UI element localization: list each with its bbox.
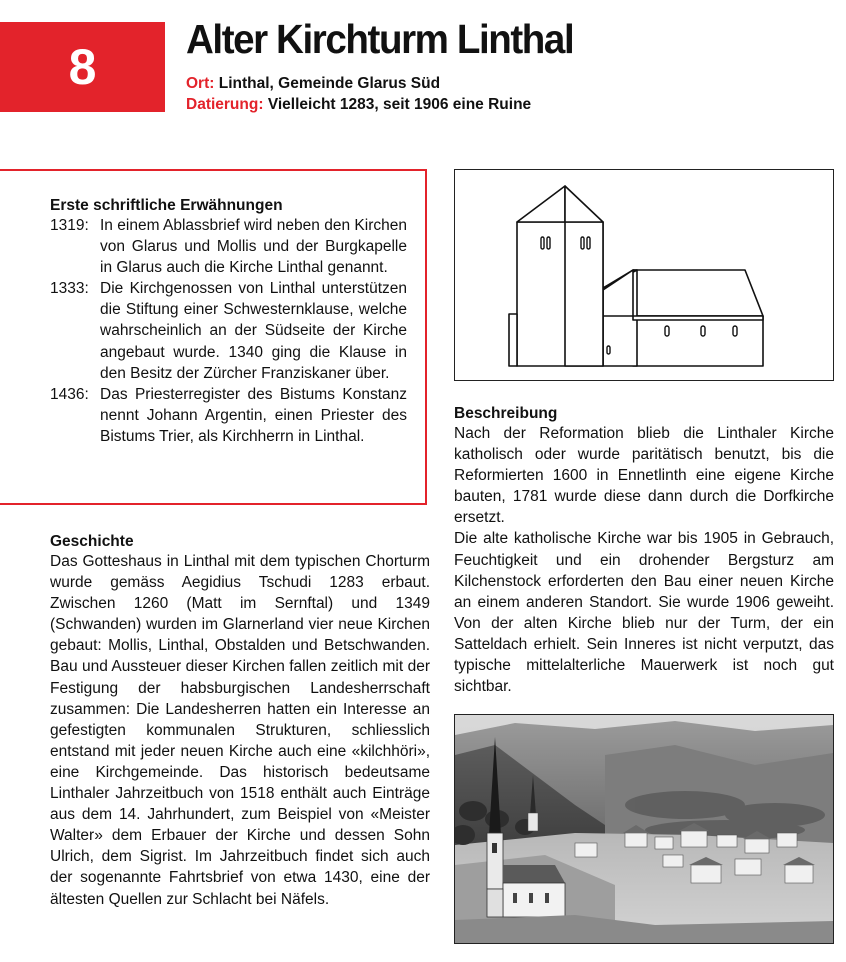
history-section xyxy=(50,533,430,910)
dating-value: Vielleicht 1283, seit 1906 eine Ruine xyxy=(267,96,532,113)
mentions-list xyxy=(50,215,407,447)
location-line xyxy=(186,75,440,93)
history-heading: Geschichte xyxy=(50,533,134,550)
page-title: Alter Kirchturm Linthal xyxy=(186,16,574,62)
description-paragraph: Die alte katholische Kirche war bis 1905 in Gebrauch, Feuchtigkeit und ein drohender Bergsturz am Kilchenstock erforderten den Bau einer neuen Kirche an einem anderen Standort. Sie wurde 1906 geweiht. Von der alten Kirche blieb nur der Turm, der ein Satteldach erhielt. Sein Inneres ist nicht verputzt, das typische mittelalterliche Mauerwerk ist noch gut sichtbar. xyxy=(454,530,834,696)
mention-entry xyxy=(50,278,407,383)
mention-year: 1436: xyxy=(50,385,89,403)
location-value: Linthal, Gemeinde Glarus Süd xyxy=(218,75,441,92)
mention-text: Die Kirchgenossen von Linthal unterstützen die Stiftung einer Schwesternklause, welche wahrscheinlich an der Südseite der Kirche angebaut wurde. 1340 ging die Klause in den Besitz der Zürcher Franziskaner über. xyxy=(100,280,407,382)
mention-entry xyxy=(50,215,407,278)
mentions-heading: Erste schriftliche Erwähnungen xyxy=(50,197,283,214)
history-text: Das Gotteshaus in Linthal mit dem typischen Chorturm wurde gemäss Aegidius Tschudi 1283 erbaut. Zwischen 1260 (Matt im Sernftal) und 1349 (Schwanden) wurden im Glarnerland vier neue Kirchen gebaut: Mollis, Linthal, Obstalden und Betschwanden. Bau und Aussteuer dieser Kirchen fallen zeitlich mit der Festigung der habsburgischen Landesherrschaft zusammen: Die Landesherren hatten ein Interesse an gefestigten kommunalen Strukturen, schliesslich entstand mit jeder neuen Kirche auch eine «kilchhöri», eine Kirchgemeinde. Das historisch bedeutsame Linthaler Jahrzeitbuch von 1518 enthält auch Einträge aus dem 14. Jahrhundert, zum Beispiel von «Meister Walter» dem Erbauer der Kirche und dessen Sohn Ulrich, dem Sigrist. Im Jahrzeitbuch findet sich auch der sogenannte Fahrtsbrief von etwa 1430, eine der ältesten Quellen zur Schlacht bei Näfels. xyxy=(50,553,430,908)
chapter-number: 8 xyxy=(0,22,165,112)
mention-text: Das Priesterregister des Bistums Konstanz nennt Johann Argentin, einen Priester des Bistums Trier, als Kirchherrn in Linthal. xyxy=(100,385,407,445)
mention-entry xyxy=(50,384,407,447)
location-label: Ort: xyxy=(186,75,215,92)
description-section xyxy=(454,405,834,697)
mention-text: In einem Ablassbrief wird neben den Kirchen von Glarus und Mollis und der Burgkapelle in Glarus auch die Kirche Linthal genannt. xyxy=(100,217,407,277)
mention-year: 1319: xyxy=(50,217,89,234)
dating-label: Datierung: xyxy=(186,96,264,113)
description-heading: Beschreibung xyxy=(454,405,558,422)
mention-year: 1333: xyxy=(50,280,89,298)
mentions-box xyxy=(0,169,427,505)
dating-line xyxy=(186,96,531,114)
historic-photo xyxy=(454,714,834,944)
description-paragraph: Nach der Reformation blieb die Linthaler Kirche katholisch oder wurde paritätisch benutzt, bis die Reformierten 1600 in Ennetlinth eine eigene Kirche bauten, 1781 wurde diese dann durch die Dorfkirche ersetzt. xyxy=(454,425,834,527)
church-drawing xyxy=(454,169,834,381)
